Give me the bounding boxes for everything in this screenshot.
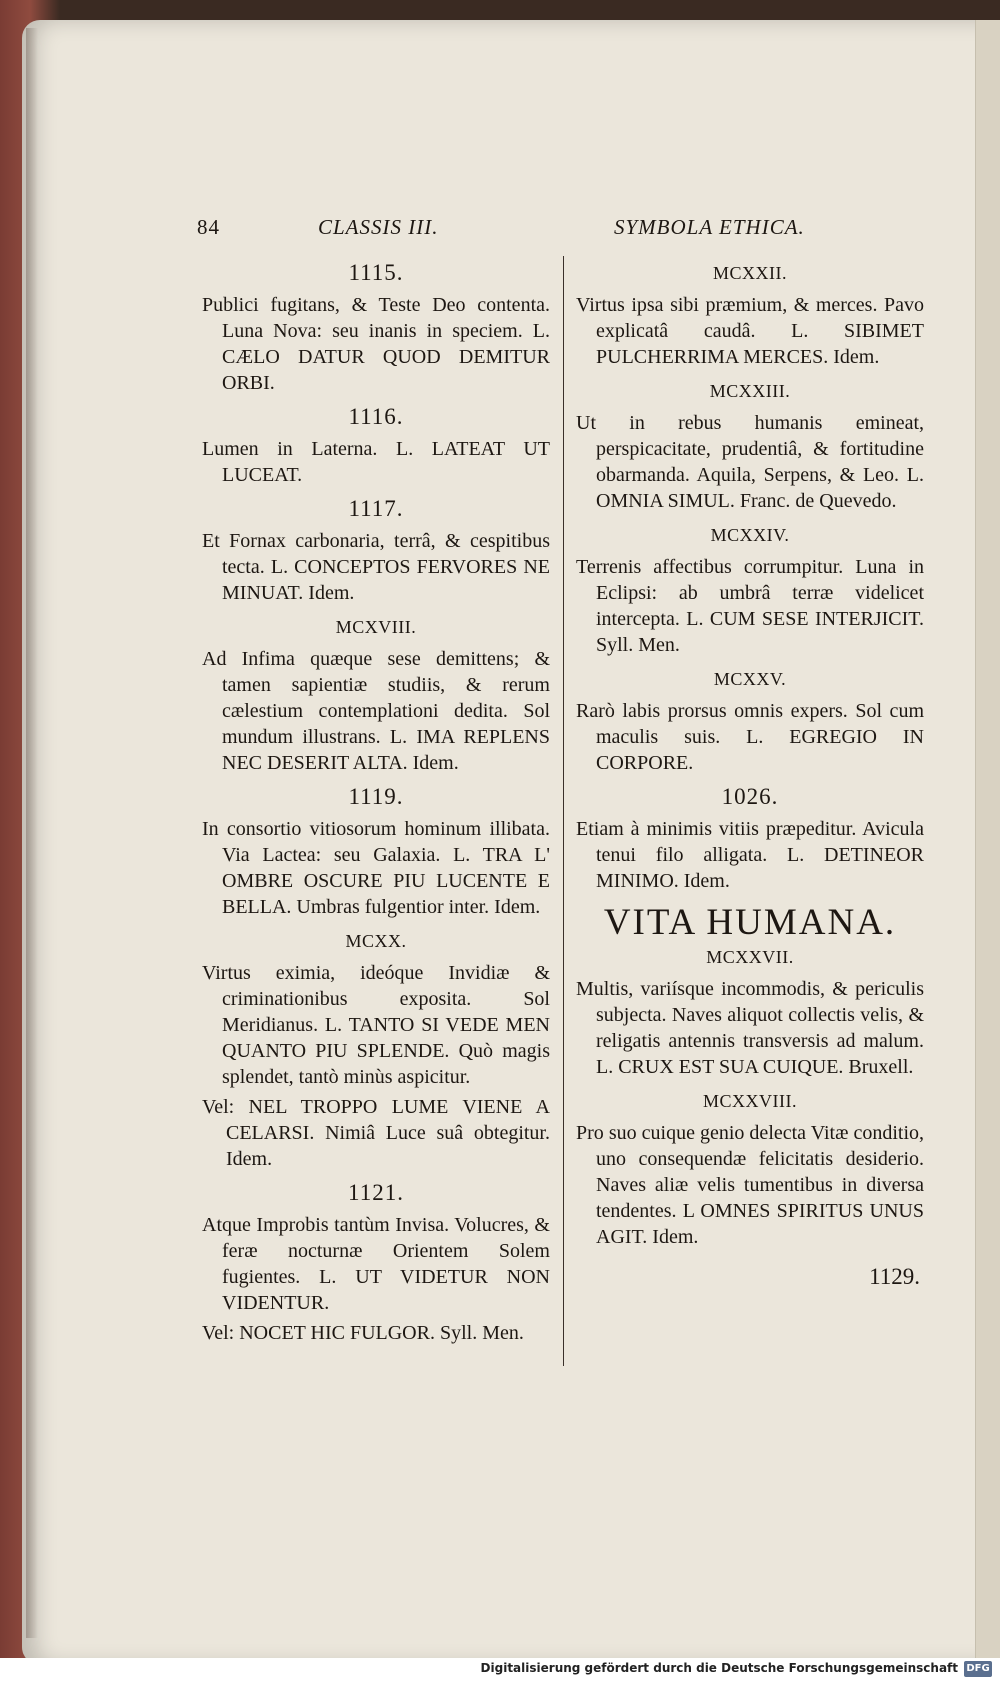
digitization-footer [0,1658,1000,1682]
entry-number: MCXXV. [713,669,787,689]
entry-number: 1115. [348,260,404,285]
entry-text: Terrenis affectibus corrumpitur. Luna in Eclipsi: ab umbrâ terræ videlicet intercepta. L. CUM SESE INTERJICIT. Syll. Men. [576,556,924,656]
entry-text: Atque Improbis tantùm Invisa. Volucres, & feræ nocturnæ Orientem Solem fugientes. L. UT VIDETUR NON VIDENTUR. [202,1214,550,1314]
entry-text: In consortio vitiosorum hominum illibata. Via Lactea: seu Galaxia. L. TRA L' OMBRE OSCURE PIU LUCENTE E BELLA. Umbras fulgentior inter. Idem. [202,818,550,918]
right-column [576,252,924,1290]
entry-text: Virtus ipsa sibi præmium, & merces. Pavo explicatâ caudâ. L. SIBIMET PULCHERRIMA MERCES. Idem. [576,294,924,368]
entry-number: MCXXVII. [706,947,794,967]
footer-credit: Digitalisierung gefördert durch die Deutsche Forschungsgemeinschaft [480,1661,958,1675]
entry-number: MCXXIII. [709,381,791,401]
entry-text: Publici fugitans, & Teste Deo contenta. Luna Nova: seu inanis in speciem. L. CÆLO DATUR QUOD DEMITUR ORBI. [202,294,550,394]
entry-text: Et Fornax carbonaria, terrâ, & cespitibus tecta. L. CONCEPTOS FERVORES NE MINUAT. Idem. [202,530,550,604]
entry-text: Multis, variísque incommodis, & periculis subjecta. Naves aliquot collectis velis, & religatis antennis transversis ad malum. L. CRUX EST SUA CUIQUE. Bruxell. [576,978,924,1078]
entry-number: MCXXVIII. [703,1091,797,1111]
entry-number: MCXXIV. [710,525,790,545]
entry-number: 1026. [721,784,779,809]
entry-text: Lumen in Laterna. L. LATEAT UT LUCEAT. [202,438,550,486]
left-running-head: CLASSIS III. [318,215,439,239]
entry-number: MCXVIII. [335,617,417,637]
entry-number: 1117. [348,496,404,521]
entry-number: MCXX. [345,931,407,951]
entry-number: 1121. [348,1180,404,1205]
catchword: 1129. [869,1264,920,1289]
entry-text: Virtus eximia, ideóque Invidiæ & criminationibus exposita. Sol Meridianus. L. TANTO SI VEDE MEN QUANTO PIU SPLENDE. Quò magis splendet, tantò minùs aspicitur. [202,962,550,1088]
page-number: 84 [197,215,220,239]
right-running-head: SYMBOLA ETHICA. [614,215,805,239]
entry-vel: Vel: NEL TROPPO LUME VIENE A CELARSI. Nimiâ Luce suâ obtegitur. Idem. [202,1096,550,1170]
dfg-logo-icon: DFG [964,1661,992,1677]
entry-text: Rarò labis prorsus omnis expers. Sol cum maculis suis. L. EGREGIO IN CORPORE. [576,700,924,774]
entry-vel: Vel: NOCET HIC FULGOR. Syll. Men. [202,1322,524,1344]
page-gutter-shadow [26,28,38,1638]
entry-text: Pro suo cuique genio delecta Vitæ conditio, uno consequendæ felicitatis desiderio. Naves aliæ velis tumentibus in diversa tendentes. L OMNES SPIRITUS UNUS AGIT. Idem. [576,1122,924,1248]
entry-number: MCXXII. [713,263,787,283]
entry-text: Ut in rebus humanis emineat, perspicacitate, prudentiâ, & fortitudine obarmanda. Aquila, Serpens, & Leo. L. OMNIA SIMUL. Franc. de Quevedo. [576,412,924,512]
entry-number: 1119. [348,784,404,809]
next-page-edge [975,20,1000,1665]
left-column [202,252,550,1350]
entry-number: 1116. [348,404,404,429]
section-title: VITA HUMANA. [603,902,897,943]
entry-text: Ad Infima quæque sese demittens; & tamen sapientiæ studiis, & rerum cælestium contemplationi dedita. Sol mundum illustrans. L. IMA REPLENS NEC DESERIT ALTA. Idem. [202,648,550,774]
entry-text: Etiam à minimis vitiis præpeditur. Avicula tenui filo alligata. L. DETINEOR MINIMO. Idem. [576,818,924,892]
column-divider [563,256,564,1366]
